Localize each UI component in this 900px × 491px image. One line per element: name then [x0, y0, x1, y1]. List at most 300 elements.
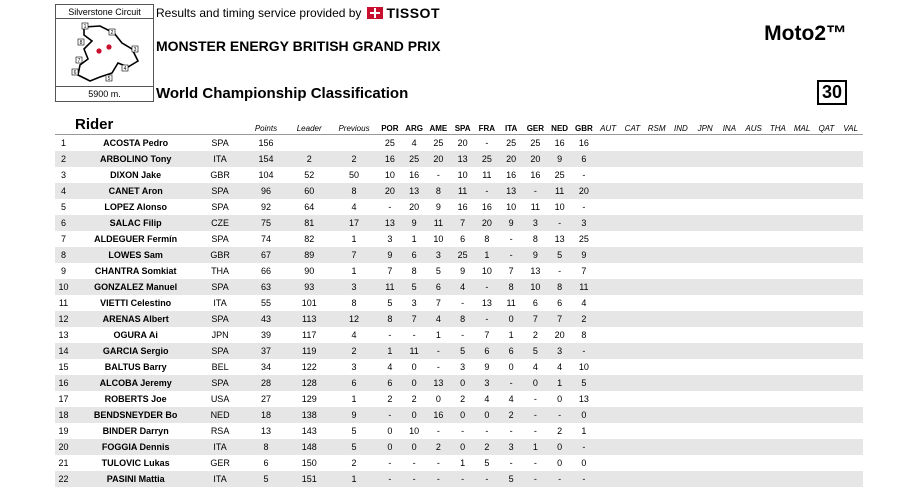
- gp-points-cell: [790, 423, 814, 439]
- gp-points-cell: 4: [426, 311, 450, 327]
- gp-header: THA: [766, 116, 790, 135]
- gp-points-cell: 5: [387, 297, 393, 308]
- gp-points-cell: 0: [411, 361, 417, 372]
- gp-points-cell: [596, 151, 620, 167]
- points-cell: 67: [244, 247, 288, 263]
- gp-points-cell: 0: [451, 407, 475, 423]
- leader-gap-cell: 113: [288, 311, 330, 327]
- gp-points-cell: [814, 183, 838, 199]
- table-header-row: [55, 116, 863, 135]
- gp-points-cell: [766, 407, 790, 423]
- gp-points-cell: 10: [523, 279, 547, 295]
- gp-points-cell: [839, 231, 864, 247]
- leader-gap-cell: 129: [301, 393, 317, 404]
- gp-points-cell: -: [436, 361, 440, 372]
- leader-gap-cell: 128: [288, 375, 330, 391]
- gp-points-cell: 0: [508, 361, 514, 372]
- gp-points-cell: 1: [411, 233, 417, 244]
- leader-gap-cell: 2: [288, 151, 330, 167]
- gp-points-cell: [742, 295, 766, 311]
- table-row: [55, 343, 863, 359]
- gp-points-cell: [790, 183, 814, 199]
- gp-points-cell: 16: [426, 407, 450, 423]
- gp-points-cell: [669, 295, 693, 311]
- table-row: [55, 327, 863, 343]
- gp-points-cell: [742, 167, 766, 183]
- gp-points-cell: 11: [402, 343, 426, 359]
- gp-points-cell: [620, 151, 644, 167]
- gp-points-cell: [620, 439, 644, 455]
- gp-points-cell: -: [548, 407, 572, 423]
- gp-points-cell: 5: [402, 279, 426, 295]
- rider-name-cell: GONZALEZ Manuel: [75, 279, 196, 295]
- gp-points-cell: -: [461, 329, 465, 340]
- gp-points-cell: -: [402, 471, 426, 487]
- gp-points-cell: [596, 439, 620, 455]
- gp-points-cell: 0: [378, 439, 402, 455]
- position-cell: 9: [61, 265, 67, 276]
- gp-points-cell: [766, 311, 790, 327]
- leader-gap-cell: 82: [304, 233, 315, 244]
- gp-points-cell: [693, 343, 717, 359]
- gp-points-cell: -: [436, 425, 440, 436]
- turn-marker: 3: [133, 46, 137, 53]
- rider-name-cell: VIETTI Celestino: [100, 297, 172, 308]
- gp-header: POR: [378, 116, 402, 135]
- previous-gap-cell: 12: [330, 311, 377, 327]
- gp-points-cell: [620, 247, 644, 263]
- gp-points-cell: 6: [557, 297, 563, 308]
- points-cell: 8: [244, 439, 288, 455]
- gp-points-cell: [742, 391, 766, 407]
- gp-points-cell: [814, 327, 838, 343]
- previous-gap-cell: 2: [351, 457, 357, 468]
- table-row: [55, 311, 863, 327]
- gp-points-cell: 3: [523, 215, 547, 231]
- previous-gap-cell: 3: [351, 361, 357, 372]
- rider-name-cell: BINDER Darryn: [102, 425, 169, 436]
- gp-points-cell: 1: [475, 247, 499, 263]
- gp-points-cell: [669, 311, 693, 327]
- gp-points-cell: 16: [506, 169, 517, 180]
- circuit-info-box: [55, 4, 154, 102]
- classification-title: World Championship Classification: [156, 85, 409, 102]
- gp-points-cell: 2: [387, 393, 393, 404]
- gp-points-cell: 11: [378, 279, 402, 295]
- nation-cell: THA: [211, 265, 230, 276]
- position-cell: 18: [55, 407, 75, 423]
- table-row: [55, 151, 863, 167]
- rider-name-cell: TULOVIC Lukas: [101, 457, 170, 468]
- gp-points-cell: [669, 391, 693, 407]
- gp-points-cell: 4: [411, 137, 417, 148]
- gp-header: MAL: [790, 116, 814, 135]
- table-row: [55, 295, 863, 311]
- gp-points-cell: [839, 327, 864, 343]
- gp-header: VAL: [839, 116, 864, 135]
- gp-points-cell: 25: [402, 151, 426, 167]
- gp-points-cell: [766, 183, 790, 199]
- gp-points-cell: [790, 215, 814, 231]
- gp-points-cell: 4: [451, 279, 475, 295]
- gp-points-cell: 8: [451, 311, 475, 327]
- position-cell: 4: [55, 183, 75, 199]
- gp-points-cell: [620, 295, 644, 311]
- rider-header: Rider: [55, 116, 244, 135]
- gp-points-cell: [620, 375, 644, 391]
- previous-gap-cell: 1: [351, 233, 357, 244]
- leader-gap-cell: 148: [288, 439, 330, 455]
- gp-points-cell: [839, 359, 864, 375]
- gp-points-cell: 25: [384, 137, 395, 148]
- gp-points-cell: [596, 407, 620, 423]
- gp-points-cell: [766, 295, 790, 311]
- turn-marker: 1: [83, 23, 87, 30]
- table-row: [55, 167, 863, 183]
- points-cell: 96: [244, 183, 288, 199]
- gp-points-cell: [790, 359, 814, 375]
- gp-points-cell: [839, 183, 864, 199]
- leader-gap-cell: 143: [301, 425, 317, 436]
- gp-header: ITA: [499, 116, 523, 135]
- gp-points-cell: 16: [409, 169, 420, 180]
- gp-points-cell: [645, 359, 669, 375]
- gp-points-cell: [620, 455, 644, 471]
- gp-points-cell: 20: [554, 329, 565, 340]
- gp-points-cell: [814, 311, 838, 327]
- gp-points-cell: 13: [426, 375, 450, 391]
- nation-cell: JPN: [211, 329, 229, 340]
- gp-points-cell: 6: [572, 151, 596, 167]
- gp-points-cell: [596, 471, 620, 487]
- standings-rows: [55, 135, 863, 487]
- gp-points-cell: -: [582, 201, 586, 212]
- nation-cell: GBR: [210, 169, 230, 180]
- gp-points-cell: 0: [435, 393, 441, 404]
- gp-points-cell: 13: [499, 183, 523, 199]
- gp-points-cell: [814, 199, 838, 215]
- gp-points-cell: 16: [378, 151, 402, 167]
- gp-points-cell: 0: [572, 407, 596, 423]
- rider-name-cell: BENDSNEYDER Bo: [75, 407, 196, 423]
- gp-points-cell: 0: [581, 457, 587, 468]
- gp-points-cell: 3: [499, 439, 523, 455]
- gp-points-cell: [620, 471, 644, 487]
- gp-header: AUT: [596, 116, 620, 135]
- gp-points-cell: 5: [523, 343, 547, 359]
- gp-points-cell: [645, 439, 669, 455]
- gp-points-cell: 9: [435, 201, 441, 212]
- gp-points-cell: 3: [411, 297, 417, 308]
- gp-points-cell: 2: [499, 407, 523, 423]
- gp-points-cell: [596, 263, 620, 279]
- gp-points-cell: [717, 375, 741, 391]
- gp-points-cell: 1: [523, 439, 547, 455]
- gp-points-cell: [669, 279, 693, 295]
- gp-points-cell: [620, 183, 644, 199]
- gp-points-cell: 25: [451, 247, 475, 263]
- table-row: [55, 263, 863, 279]
- table-row: [55, 231, 863, 247]
- rider-name-cell: SALAC Filip: [75, 215, 196, 231]
- gp-points-cell: [717, 439, 741, 455]
- gp-points-cell: [693, 327, 717, 343]
- points-cell: 75: [244, 215, 288, 231]
- gp-points-cell: [742, 455, 766, 471]
- gp-points-cell: [620, 327, 644, 343]
- gp-points-cell: [790, 391, 814, 407]
- gp-points-cell: [814, 151, 838, 167]
- gp-points-cell: 7: [402, 311, 426, 327]
- leader-gap-cell: 101: [301, 297, 317, 308]
- gp-points-cell: 9: [484, 361, 490, 372]
- table-row: [55, 391, 863, 407]
- gp-points-cell: 6: [378, 375, 402, 391]
- gp-points-cell: [693, 215, 717, 231]
- circuit-length: 5900 m.: [56, 86, 153, 101]
- previous-gap-cell: 2: [330, 151, 377, 167]
- gp-points-cell: [717, 199, 741, 215]
- gp-points-cell: [596, 327, 620, 343]
- previous-gap-cell: 1: [351, 265, 357, 276]
- gp-points-cell: [645, 327, 669, 343]
- gp-points-cell: [839, 199, 864, 215]
- gp-points-cell: 0: [548, 439, 572, 455]
- gp-points-cell: 10: [554, 201, 565, 212]
- rider-name-cell: ARENAS Albert: [75, 311, 196, 327]
- gp-points-cell: [790, 327, 814, 343]
- gp-points-cell: 8: [484, 233, 490, 244]
- turn-marker: 7: [77, 57, 81, 64]
- gp-points-cell: [839, 247, 864, 263]
- gp-points-cell: [766, 279, 790, 295]
- gp-points-cell: [669, 327, 693, 343]
- table-row: [55, 199, 863, 215]
- nation-cell: ITA: [196, 439, 243, 455]
- gp-header: RSM: [645, 116, 669, 135]
- gp-points-cell: [693, 455, 717, 471]
- gp-points-cell: [645, 183, 669, 199]
- gp-points-cell: 1: [581, 425, 587, 436]
- rider-name-cell: CHANTRA Somkiat: [94, 265, 177, 276]
- gp-points-cell: [766, 423, 790, 439]
- gp-header: FRA: [475, 116, 499, 135]
- gp-points-cell: [645, 135, 669, 151]
- gp-points-cell: -: [533, 393, 537, 404]
- gp-points-cell: 7: [508, 265, 514, 276]
- gp-points-cell: 25: [578, 233, 589, 244]
- gp-points-cell: [742, 439, 766, 455]
- previous-gap-cell: 9: [330, 407, 377, 423]
- gp-points-cell: [693, 279, 717, 295]
- points-cell: 66: [260, 265, 271, 276]
- points-cell: 37: [244, 343, 288, 359]
- gp-points-cell: [620, 231, 644, 247]
- previous-gap-cell: 4: [351, 329, 357, 340]
- gp-points-cell: -: [451, 471, 475, 487]
- gp-points-cell: 9: [548, 151, 572, 167]
- position-cell: 11: [58, 297, 69, 308]
- rider-name-cell: OGURA Ai: [113, 329, 158, 340]
- gp-points-cell: [645, 423, 669, 439]
- gp-points-cell: [766, 199, 790, 215]
- gp-points-cell: 6: [402, 247, 426, 263]
- gp-points-cell: [620, 199, 644, 215]
- gp-points-cell: [717, 215, 741, 231]
- table-row: [55, 471, 863, 487]
- gp-points-cell: 7: [387, 265, 393, 276]
- gp-points-cell: 10: [409, 425, 420, 436]
- gp-points-cell: 5: [484, 457, 490, 468]
- position-cell: 17: [58, 393, 69, 404]
- gp-points-cell: [596, 391, 620, 407]
- gp-points-cell: 25: [475, 151, 499, 167]
- gp-points-cell: [669, 215, 693, 231]
- previous-gap-cell: 6: [330, 375, 377, 391]
- gp-points-cell: 9: [572, 247, 596, 263]
- gp-points-cell: -: [412, 457, 416, 468]
- gp-points-cell: [596, 359, 620, 375]
- gp-points-cell: -: [533, 425, 537, 436]
- position-cell: 7: [61, 233, 67, 244]
- gp-points-cell: -: [475, 279, 499, 295]
- gp-points-cell: [839, 439, 864, 455]
- gp-points-cell: -: [558, 265, 562, 276]
- rider-name-cell: LOWES Sam: [75, 247, 196, 263]
- points-cell: 18: [244, 407, 288, 423]
- gp-points-cell: [669, 167, 693, 183]
- gp-points-cell: 9: [499, 215, 523, 231]
- gp-points-cell: 4: [387, 361, 393, 372]
- gp-points-cell: [669, 199, 693, 215]
- position-cell: 12: [55, 311, 75, 327]
- gp-header: CAT: [620, 116, 644, 135]
- gp-points-cell: 6: [426, 279, 450, 295]
- gp-points-cell: 16: [554, 137, 565, 148]
- gp-points-cell: -: [436, 169, 440, 180]
- gp-points-cell: 11: [572, 279, 596, 295]
- gp-points-cell: [596, 423, 620, 439]
- gp-points-cell: -: [548, 215, 572, 231]
- gp-points-cell: [814, 231, 838, 247]
- rider-name-cell: CANET Aron: [75, 183, 196, 199]
- gp-points-cell: 25: [554, 169, 565, 180]
- rider-name-cell: BALTUS Barry: [104, 361, 167, 372]
- gp-points-cell: [596, 215, 620, 231]
- gp-points-cell: 8: [532, 233, 538, 244]
- gp-points-cell: [790, 279, 814, 295]
- gp-points-cell: -: [485, 137, 489, 148]
- nation-cell: SPA: [211, 201, 229, 212]
- timing-credit: [156, 5, 440, 21]
- position-cell: 5: [61, 201, 67, 212]
- points-cell: 92: [260, 201, 271, 212]
- gp-points-cell: [596, 135, 620, 151]
- gp-points-cell: 4: [484, 393, 490, 404]
- gp-points-cell: 10: [481, 265, 492, 276]
- points-cell: 13: [260, 425, 271, 436]
- leader-gap-cell: 151: [288, 471, 330, 487]
- gp-points-cell: [742, 279, 766, 295]
- gp-points-cell: 25: [530, 137, 541, 148]
- gp-points-cell: [742, 343, 766, 359]
- nation-cell: SPA: [196, 343, 243, 359]
- gp-points-cell: [717, 279, 741, 295]
- gp-points-cell: -: [426, 343, 450, 359]
- gp-points-cell: 1: [508, 329, 514, 340]
- position-cell: 22: [55, 471, 75, 487]
- gp-points-cell: [717, 135, 741, 151]
- gp-points-cell: 3: [460, 361, 466, 372]
- gp-points-cell: [790, 199, 814, 215]
- gp-points-cell: 8: [548, 279, 572, 295]
- gp-points-cell: 20: [572, 183, 596, 199]
- position-cell: 8: [55, 247, 75, 263]
- gp-points-cell: [742, 247, 766, 263]
- gp-points-cell: 8: [499, 279, 523, 295]
- gp-points-cell: 13: [530, 265, 541, 276]
- rider-name-cell: LOPEZ Alonso: [104, 201, 168, 212]
- event-title: MONSTER ENERGY BRITISH GRAND PRIX: [156, 38, 441, 54]
- gp-points-cell: [669, 471, 693, 487]
- gp-points-cell: [620, 215, 644, 231]
- gp-points-cell: [693, 471, 717, 487]
- gp-points-cell: [742, 407, 766, 423]
- gp-points-cell: 20: [378, 183, 402, 199]
- gp-points-cell: 5: [451, 343, 475, 359]
- gp-points-cell: [814, 279, 838, 295]
- gp-points-cell: 20: [499, 151, 523, 167]
- gp-points-cell: [620, 407, 644, 423]
- gp-points-cell: 3: [387, 233, 393, 244]
- points-cell: 6: [263, 457, 269, 468]
- points-cell: 43: [244, 311, 288, 327]
- previous-gap-cell: 1: [330, 471, 377, 487]
- gp-points-cell: [645, 263, 669, 279]
- gp-points-cell: 10: [433, 233, 444, 244]
- gp-points-cell: [742, 471, 766, 487]
- leader-gap-cell: 90: [304, 265, 315, 276]
- gp-points-cell: 2: [532, 329, 538, 340]
- turn-marker: 8: [79, 39, 83, 46]
- leader-gap-cell: 150: [301, 457, 317, 468]
- position-cell: 3: [61, 169, 67, 180]
- leader-header: Leader: [288, 116, 330, 135]
- gp-points-cell: 3: [426, 247, 450, 263]
- gp-points-cell: [814, 135, 838, 151]
- gp-points-cell: [693, 247, 717, 263]
- gp-points-cell: -: [572, 439, 596, 455]
- nation-cell: SPA: [211, 233, 229, 244]
- gp-points-cell: 4: [557, 361, 563, 372]
- gp-points-cell: 0: [475, 407, 499, 423]
- gp-points-cell: [717, 295, 741, 311]
- gp-points-cell: 8: [411, 265, 417, 276]
- gp-points-cell: [742, 375, 766, 391]
- gp-header: SPA: [451, 116, 475, 135]
- gp-points-cell: -: [412, 329, 416, 340]
- gp-points-cell: [717, 167, 741, 183]
- previous-gap-cell: 5: [330, 439, 377, 455]
- gp-points-cell: [693, 359, 717, 375]
- gp-points-cell: [596, 199, 620, 215]
- gp-points-cell: 2: [475, 439, 499, 455]
- leader-gap-cell: 81: [288, 215, 330, 231]
- gp-points-cell: [596, 167, 620, 183]
- position-cell: 20: [55, 439, 75, 455]
- leader-gap-cell: 64: [304, 201, 315, 212]
- gp-points-cell: [645, 247, 669, 263]
